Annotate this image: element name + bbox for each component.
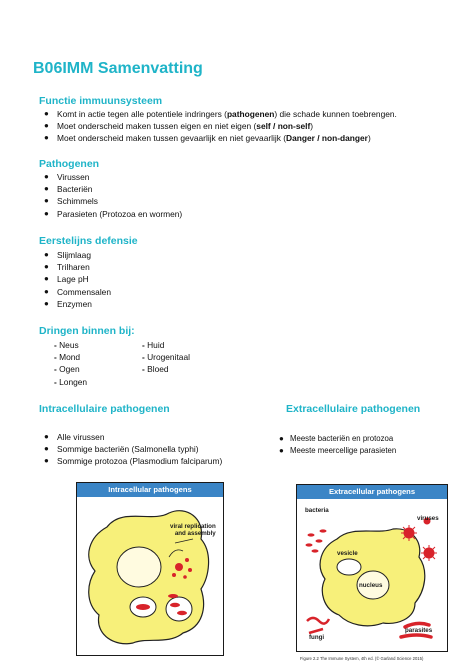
- list-eerstelijns: [44, 249, 111, 310]
- list-item: ● Moet onderscheid maken tussen eigen en niet eigen (self / non-self): [44, 121, 314, 132]
- list-extracellulair: [279, 433, 397, 457]
- list-item: ● Enzymen: [44, 298, 92, 309]
- list-intracellulair: [44, 431, 223, 468]
- heading-pathogenen: Pathogenen: [39, 158, 100, 170]
- label-viral-replication: viral replication and assembly: [170, 523, 216, 537]
- label-bacteria: bacteria: [305, 507, 329, 514]
- bullet-icon: ●: [44, 456, 49, 466]
- list-pathogenen: [44, 171, 183, 220]
- intracellular-cell-illustration: [77, 497, 223, 655]
- figure-title: Intracellular pathogens: [77, 483, 223, 497]
- label-viruses: viruses: [417, 515, 439, 522]
- figure-caption: Figure 2.2 The Immune System, 4th ed. (© Garland Science 2015): [300, 656, 424, 661]
- page-title: B06IMM Samenvatting: [33, 60, 203, 77]
- list-dringen-right: [142, 339, 190, 376]
- list-item: ● Moet onderscheid maken tussen gevaarlijk en niet gevaarlijk (Danger / non-danger): [44, 133, 371, 144]
- list-item: ● Komt in actie tegen alle potentiele indringers (pathogenen) die schade kunnen toebrengen.: [44, 109, 397, 119]
- list-item: ● Virussen: [44, 172, 90, 182]
- list-item: ● Alle virussen: [44, 432, 105, 442]
- heading-extracellulair: Extracellulaire pathogenen: [286, 403, 421, 415]
- bullet-icon: ●: [279, 434, 284, 443]
- bullet-icon: ●: [44, 444, 49, 454]
- figure-intracellular: [76, 482, 224, 656]
- list-item: ● Trilharen: [44, 262, 90, 273]
- bullet-icon: ●: [44, 133, 49, 143]
- bullet-icon: ●: [44, 274, 49, 284]
- bullet-icon: ●: [279, 446, 284, 456]
- figure-title: Extracellular pathogens: [297, 485, 447, 499]
- label-nucleus: nucleus: [359, 582, 383, 589]
- list-item: ● Schimmels: [44, 196, 98, 207]
- heading-dringen: Dringen binnen bij:: [39, 325, 135, 337]
- bullet-icon: ●: [44, 121, 49, 131]
- list-item: - Ogen: [54, 364, 80, 375]
- bullet-icon: ●: [44, 184, 49, 194]
- bullet-icon: ●: [44, 109, 49, 118]
- label-vesicle: vesicle: [337, 550, 358, 557]
- bullet-icon: ●: [44, 208, 49, 218]
- heading-functie: Functie immuunsysteem: [39, 95, 163, 107]
- figure-extracellular: [296, 484, 448, 652]
- list-item: - Urogenitaal: [142, 352, 190, 363]
- list-item: - Bloed: [142, 364, 169, 375]
- bullet-icon: ●: [44, 250, 49, 259]
- list-item: ● Lage pH: [44, 274, 89, 285]
- heading-eerstelijns: Eerstelijns defensie: [39, 235, 138, 247]
- label-parasites: parasites: [405, 627, 433, 634]
- list-item: ● Sommige protozoa (Plasmodium falciparum): [44, 456, 223, 467]
- bullet-icon: ●: [44, 298, 49, 308]
- bullet-icon: ●: [44, 286, 49, 296]
- bullet-icon: ●: [44, 172, 49, 181]
- heading-intracellulair: Intracellulaire pathogenen: [39, 403, 170, 415]
- list-item: ● Sommige bacteriën (Salmonella typhi): [44, 444, 199, 455]
- list-item: - Mond: [54, 352, 81, 363]
- list-item: - Huid: [142, 340, 165, 350]
- list-dringen-left: [54, 339, 87, 388]
- bullet-icon: ●: [44, 432, 49, 441]
- list-item: ● Slijmlaag: [44, 250, 91, 260]
- list-item: ● Parasieten (Protozoa en wormen): [44, 208, 183, 219]
- bullet-icon: ●: [44, 262, 49, 272]
- list-item: - Neus: [54, 340, 79, 350]
- list-item: ● Commensalen: [44, 286, 111, 297]
- list-functie: [44, 108, 397, 145]
- list-item: ● Meeste bacteriën en protozoa: [290, 433, 396, 445]
- list-item: ● Meeste meercellige parasieten: [290, 445, 396, 457]
- list-item: ● Bacteriën: [44, 184, 93, 195]
- label-fungi: fungi: [309, 634, 325, 641]
- list-item: - Longen: [54, 376, 88, 387]
- bullet-icon: ●: [44, 196, 49, 206]
